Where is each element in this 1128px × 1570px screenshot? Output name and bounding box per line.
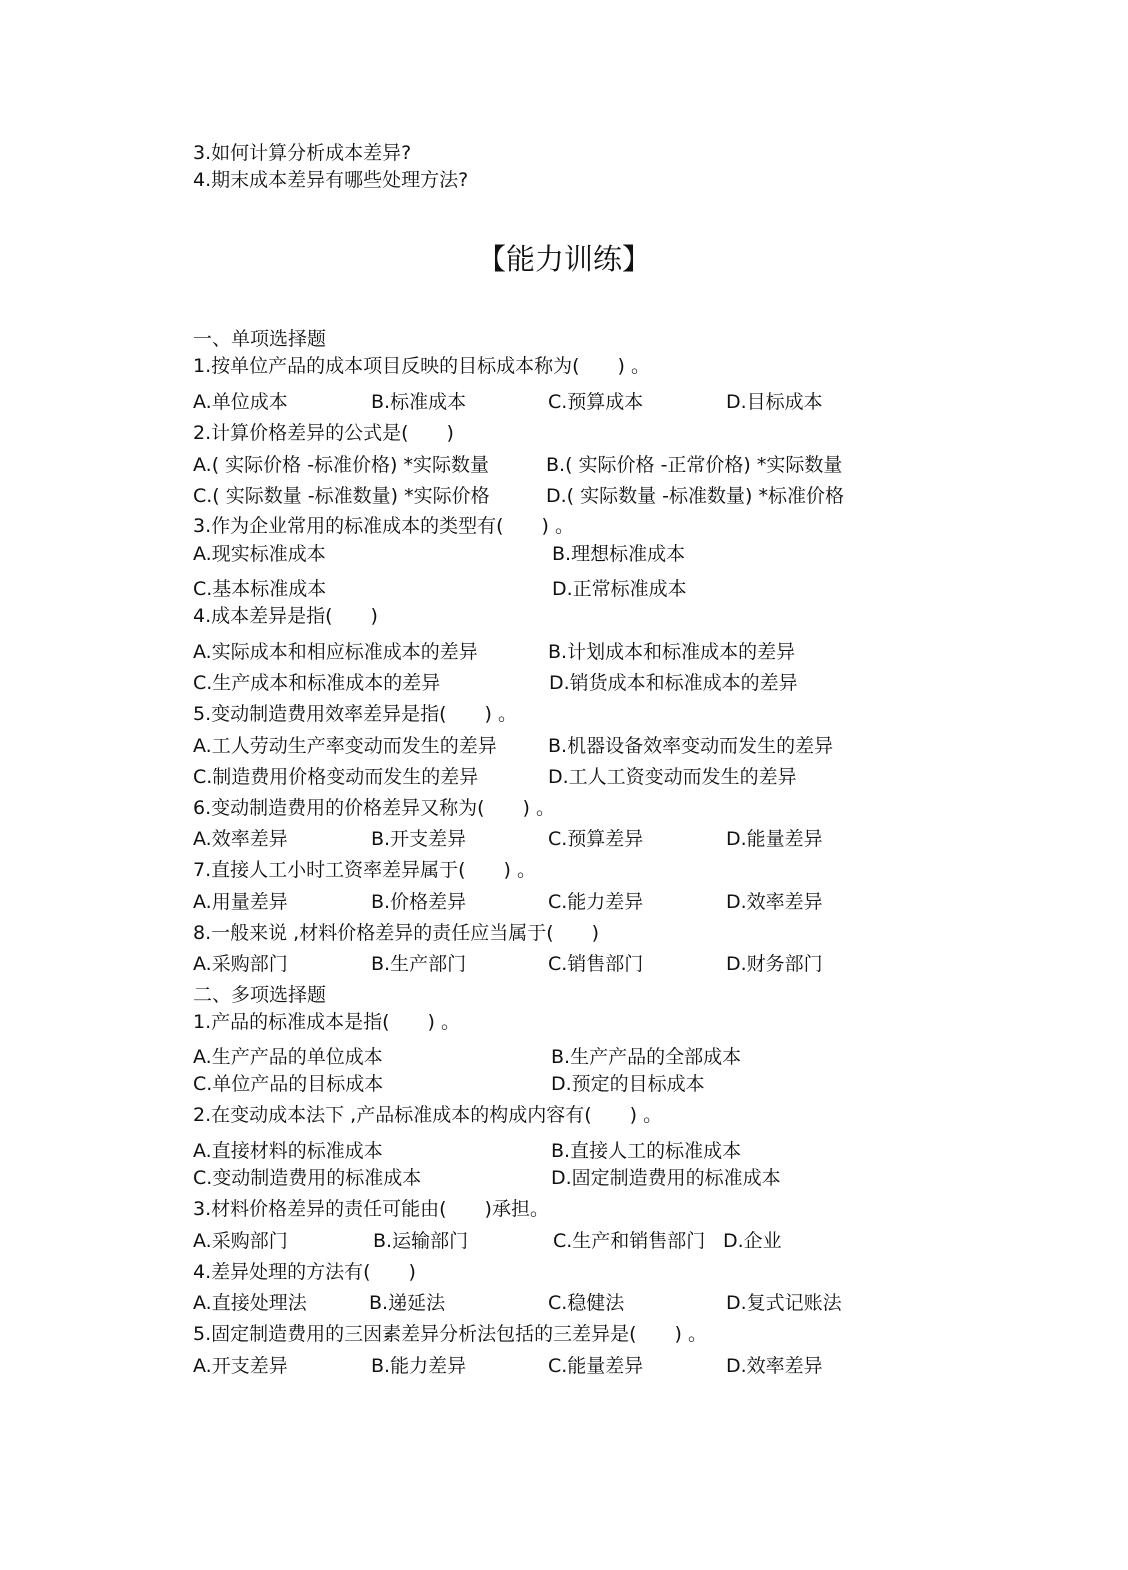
review-question: 3.如何计算分析成本差异? <box>193 142 412 164</box>
option-b: B.机器设备效率变动而发生的差异 <box>548 735 834 757</box>
option-c: C.生产和销售部门 <box>553 1230 706 1252</box>
option-a: A.效率差异 <box>193 828 288 850</box>
option-b: B.能力差异 <box>371 1355 467 1377</box>
option-d: D.财务部门 <box>726 953 823 975</box>
question-stem: 1.产品的标准成本是指( ) 。 <box>193 1011 460 1033</box>
option-b: B.直接人工的标准成本 <box>551 1140 742 1162</box>
option-a: A.单位成本 <box>193 391 288 413</box>
option-c: C.变动制造费用的标准成本 <box>193 1167 422 1189</box>
question-stem: 7.直接人工小时工资率差异属于( ) 。 <box>193 859 536 881</box>
option-d: D.能量差异 <box>726 828 823 850</box>
option-c: C.基本标准成本 <box>193 578 327 600</box>
option-b: B.理想标准成本 <box>552 543 686 565</box>
section-heading-multiple-choice: 二、多项选择题 <box>193 984 327 1006</box>
option-b: B.递延法 <box>369 1292 446 1314</box>
option-a: A.采购部门 <box>193 1230 288 1252</box>
option-a: A.( 实际价格 -标准价格) *实际数量 <box>193 454 490 476</box>
section-title: 【能力训练】 <box>476 242 651 276</box>
option-c: C.( 实际数量 -标准数量) *实际价格 <box>193 485 490 507</box>
option-c: C.单位产品的目标成本 <box>193 1073 384 1095</box>
option-b: B.运输部门 <box>373 1230 469 1252</box>
option-d: D.工人工资变动而发生的差异 <box>548 766 797 788</box>
question-stem: 1.按单位产品的成本项目反映的目标成本称为( ) 。 <box>193 355 650 377</box>
question-stem: 5.变动制造费用效率差异是指( ) 。 <box>193 703 517 725</box>
option-d: D.( 实际数量 -标准数量) *标准价格 <box>546 485 844 507</box>
option-d: D.固定制造费用的标准成本 <box>551 1167 781 1189</box>
question-stem: 2.在变动成本法下 ,产品标准成本的构成内容有( ) 。 <box>193 1104 663 1126</box>
question-stem: 4.差异处理的方法有( ) <box>193 1261 416 1283</box>
option-b: B.生产部门 <box>371 953 467 975</box>
option-c: C.生产成本和标准成本的差异 <box>193 672 441 694</box>
option-c: C.制造费用价格变动而发生的差异 <box>193 766 479 788</box>
option-a: A.实际成本和相应标准成本的差异 <box>193 641 478 663</box>
question-stem: 5.固定制造费用的三因素差异分析法包括的三差异是( ) 。 <box>193 1323 707 1345</box>
question-stem: 6.变动制造费用的价格差异又称为( ) 。 <box>193 797 555 819</box>
option-a: A.直接处理法 <box>193 1292 307 1314</box>
option-d: D.复式记账法 <box>726 1292 842 1314</box>
option-d: D.企业 <box>723 1230 782 1252</box>
option-a: A.采购部门 <box>193 953 288 975</box>
question-stem: 3.作为企业常用的标准成本的类型有( ) 。 <box>193 515 574 537</box>
option-d: D.效率差异 <box>726 1355 823 1377</box>
review-question: 4.期末成本差异有哪些处理方法? <box>193 169 469 191</box>
option-d: D.目标成本 <box>726 391 823 413</box>
option-b: B.标准成本 <box>371 391 467 413</box>
option-a: A.用量差异 <box>193 891 288 913</box>
section-heading-single-choice: 一、单项选择题 <box>193 328 327 350</box>
option-c: C.能量差异 <box>548 1355 644 1377</box>
option-d: D.预定的目标成本 <box>551 1073 705 1095</box>
option-c: C.稳健法 <box>548 1292 625 1314</box>
option-a: A.直接材料的标准成本 <box>193 1140 383 1162</box>
option-c: C.预算差异 <box>548 828 644 850</box>
option-d: D.效率差异 <box>726 891 823 913</box>
question-stem: 4.成本差异是指( ) <box>193 605 378 627</box>
option-d: D.正常标准成本 <box>552 578 687 600</box>
option-c: C.销售部门 <box>548 953 644 975</box>
option-a: A.生产产品的单位成本 <box>193 1046 383 1068</box>
option-b: B.( 实际价格 -正常价格) *实际数量 <box>546 454 843 476</box>
option-a: A.工人劳动生产率变动而发生的差异 <box>193 735 497 757</box>
option-a: A.现实标准成本 <box>193 543 326 565</box>
question-stem: 8.一般来说 ,材料价格差异的责任应当属于( ) <box>193 922 600 944</box>
option-b: B.生产产品的全部成本 <box>551 1046 742 1068</box>
option-b: B.开支差异 <box>371 828 467 850</box>
option-c: C.能力差异 <box>548 891 644 913</box>
question-stem: 2.计算价格差异的公式是( ) <box>193 422 454 444</box>
option-b: B.价格差异 <box>371 891 467 913</box>
option-c: C.预算成本 <box>548 391 644 413</box>
option-a: A.开支差异 <box>193 1355 288 1377</box>
option-b: B.计划成本和标准成本的差异 <box>548 641 796 663</box>
question-stem: 3.材料价格差异的责任可能由( )承担。 <box>193 1198 549 1220</box>
option-d: D.销货成本和标准成本的差异 <box>549 672 798 694</box>
